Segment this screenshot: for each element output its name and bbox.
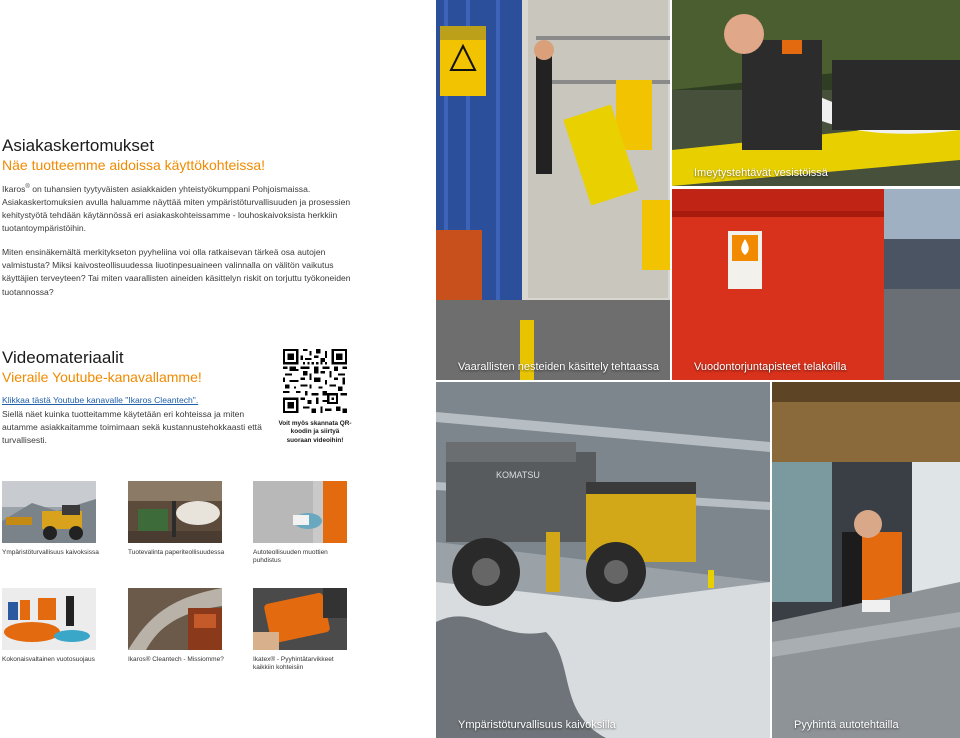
mine-photo-image: [436, 382, 770, 738]
thumbnail-ikatex-wipes[interactable]: [253, 588, 347, 650]
customer-stories-title: Asiakaskertomukset: [2, 136, 155, 155]
dock-photo-image: [672, 189, 960, 380]
thumbnail-label: Ikaros® Cleantech - Missiomme?: [128, 656, 224, 663]
mine-safety-photo[interactable]: [436, 382, 770, 738]
mine-caption: Ympäristöturvallisuus kaivoksilla: [458, 719, 616, 731]
thumbnail-spill-protection[interactable]: [2, 588, 96, 650]
thumbnail-cleantech-mission[interactable]: [128, 588, 222, 650]
video-title: Videomateriaalit: [2, 348, 124, 367]
video-paragraph: Siellä näet kuinka tuotteitamme käytetään eri kohteissa ja miten autamme asiakkaitamme toimimaan sekä kustannustehokkaasti että turvallisesti.: [2, 409, 262, 446]
paragraph-1-text: on tuhansien tyytyväisten asiakkaiden yhteistyökumppani Pohjoismaissa. Asiakaskertomuksien avulla haluamme näyttää miten ympäristöturvallisuuden ja prosessien kehitystyötä tehdään käytännössä eri asiakaskohteissamme - louhoskaivoksista herkkiin tuotantoympäristöihin.: [2, 183, 351, 234]
dock-spill-station-photo[interactable]: [672, 189, 960, 380]
paper-thumbnail-image: [128, 481, 222, 543]
youtube-channel-link[interactable]: Klikkaa tästä Youtube kanavalle "Ikaros Cleantech".: [2, 395, 199, 405]
thumbnail-label: Tuotevalinta paperiteollisuudessa: [128, 549, 225, 556]
factory-caption: Vaarallisten nesteiden käsittely tehtaassa: [458, 361, 659, 373]
car-factory-photo[interactable]: [772, 382, 960, 738]
dock-caption: Vuodontorjuntapisteet telakoilla: [694, 361, 847, 373]
molds-thumbnail-image: [253, 481, 347, 543]
factory-photo-image: [436, 0, 670, 380]
factory-liquids-photo[interactable]: [436, 0, 670, 380]
spill-thumbnail-image: [2, 588, 96, 650]
customer-stories-paragraph-1: [2, 181, 354, 236]
car-factory-caption: Pyyhintä autotehtailla: [794, 719, 899, 731]
brand-name: Ikaros: [2, 183, 26, 194]
customer-stories-subtitle: Näe tuotteemme aidoissa käyttökohteissa!: [2, 157, 266, 173]
thumbnail-paper[interactable]: [128, 481, 222, 543]
thumbnail-label: Ympäristöturvallisuus kaivoksissa: [2, 549, 99, 556]
thumbnail-label: Ikatex® - Pyyhintätarvikkeet kaikkiin kohteisiin: [253, 656, 334, 672]
car-factory-photo-image: [772, 382, 960, 738]
thumbnail-automotive-molds[interactable]: [253, 481, 347, 543]
qr-caption: Voit myös skannata QR-koodin ja siirtyä suoraan videoihin!: [278, 420, 352, 444]
mission-thumbnail-image: [128, 588, 222, 650]
mining-thumbnail-image: [2, 481, 96, 543]
wipes-thumbnail-image: [253, 588, 347, 650]
customer-stories-paragraph-2: Miten ensinäkemältä merkitykseton pyyheliina voi olla ratkaisevan tärkeä osa autojen valmistusta? Miksi kaivosteollisuudessa liuotinpesuaineen valinnalla on välitön vaikutus käyttäjien terveyteen? Tai miten vaarallisten aineiden käsittelyn riskit on torjuttu työkoneiden tuotannossa?: [2, 247, 351, 297]
mine-truck-text: KOMATSU: [496, 470, 540, 480]
qr-code-graphic: [283, 349, 347, 413]
water-caption: Imeytystehtävät vesistöissä: [694, 167, 828, 179]
registered-mark: ®: [25, 184, 30, 190]
thumbnail-label: Kokonaisvaltainen vuotosuojaus: [2, 656, 95, 663]
thumbnail-label: Autoteollisuuden muottien puhdistus: [253, 549, 328, 565]
qr-code[interactable]: [283, 349, 347, 413]
video-subtitle: Vieraile Youtube-kanavallamme!: [2, 369, 202, 385]
thumbnail-mining[interactable]: [2, 481, 96, 543]
water-photo-image: [672, 0, 960, 186]
water-absorption-photo[interactable]: [672, 0, 960, 186]
